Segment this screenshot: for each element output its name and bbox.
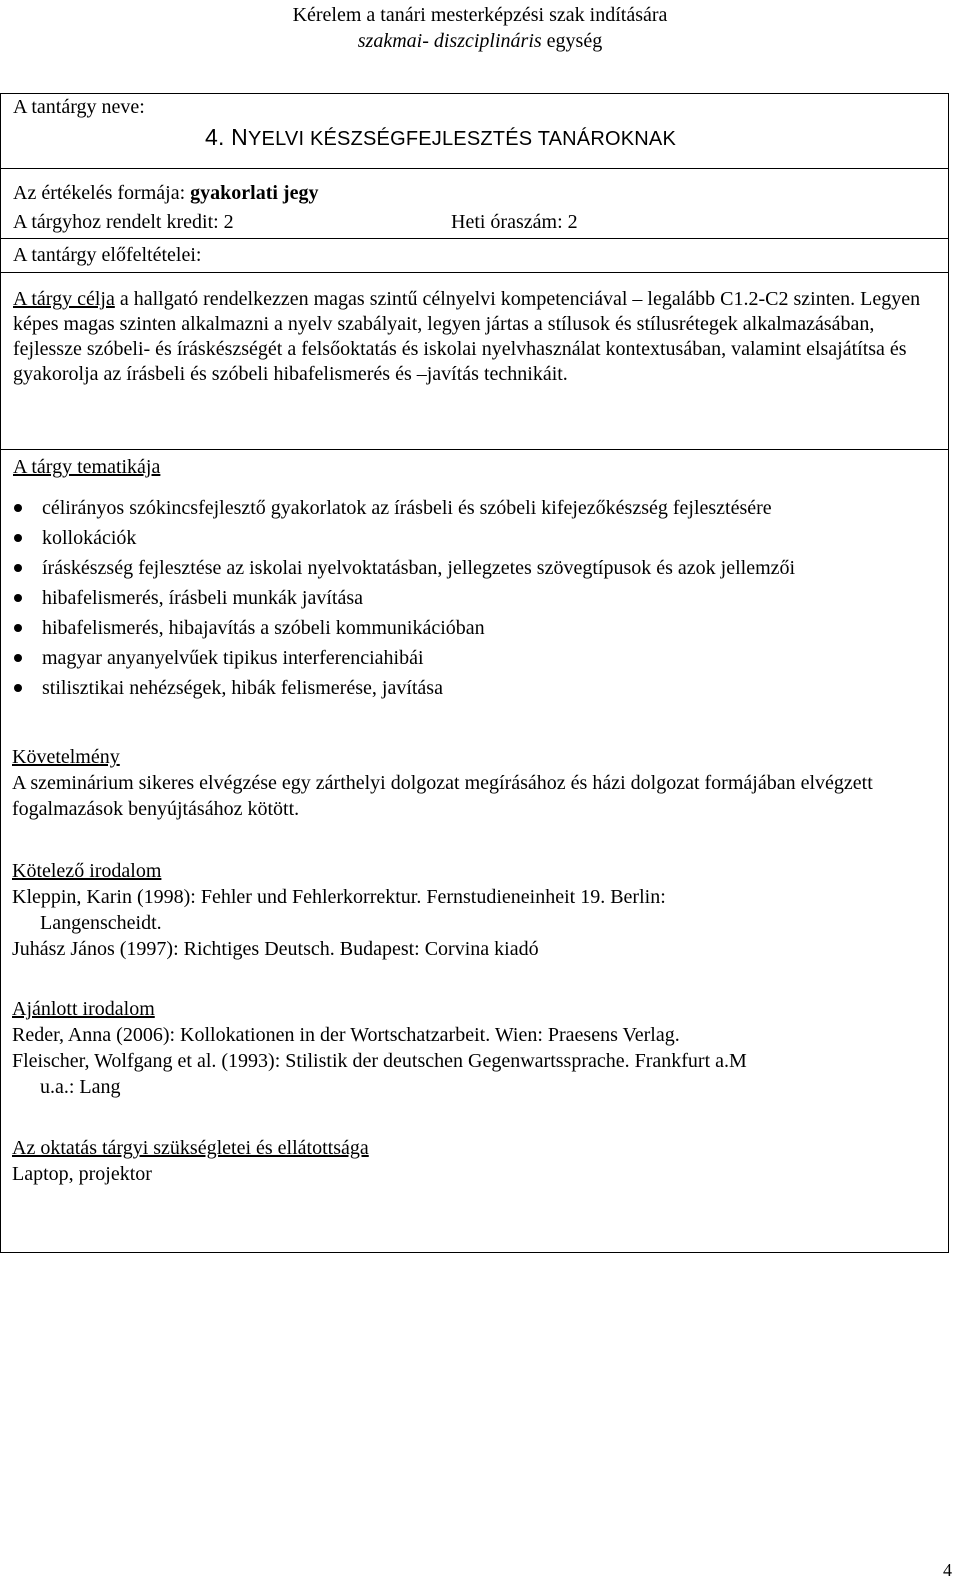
list-item: hibafelismerés, írásbeli munkák javítása [12,585,937,611]
list-item: kollokációk [12,525,937,551]
table-divider [1,449,948,450]
requirement-text: A szeminárium sikeres elvégzése egy zárthelyi dolgozat megírásához és házi dolgozat formájában elvégzett fogalmazások benyújtásához kötött. [12,772,873,820]
topics-heading: A tárgy tematikája [13,456,161,478]
document-header-title: Kérelem a tanári mesterképzési szak indítására [292,4,668,26]
weekly-hours: Heti óraszám: 2 [451,211,578,233]
page-number: 4 [943,1560,952,1580]
table-divider [1,272,948,273]
course-goal [13,287,938,387]
requirement-heading: Követelmény [12,746,120,768]
prerequisites-label: A tantárgy előfeltételei: [13,244,202,266]
mandatory-literature-item: Kleppin, Karin (1998): Fehler und Fehlerkorrektur. Fernstudieneinheit 19. Berlin: Langenscheidt. [12,886,666,934]
recommended-literature-item: Fleischer, Wolfgang et al. (1993): Stilistik der deutschen Gegenwartssprache. Frankfurt a.M u.a.: Lang [12,1050,747,1098]
table-divider [1,238,948,239]
recommended-literature-item: Reder, Anna (2006): Kollokationen in der Wortschatzarbeit. Wien: Praesens Verlag. [12,1024,680,1046]
topics-list [12,495,937,705]
list-item: magyar anyanyelvűek tipikus interferenciahibái [12,645,937,671]
list-item: célirányos szókincsfejlesztő gyakorlatok az írásbeli és szóbeli kifejezőkészség fejlesztésére [12,495,937,521]
evaluation-form: Az értékelés formája: gyakorlati jegy [13,182,319,204]
header-subtitle-rest: egység [541,30,603,52]
credit-line: A tárgyhoz rendelt kredit: 2 [13,211,234,233]
equipment-heading: Az oktatás tárgyi szükségletei és ellátottsága [12,1137,369,1159]
mandatory-literature-section [12,858,937,962]
requirement-section [12,744,937,822]
list-item: stilisztikai nehézségek, hibák felismerése, javítása [12,675,937,701]
list-item: íráskészség fejlesztése az iskolai nyelvoktatásban, jellegzetes szövegtípusok és azok jellemzői [12,555,937,581]
mandatory-literature-heading: Kötelező irodalom [12,860,162,882]
course-goal-text: a hallgató rendelkezzen magas szintű célnyelvi kompetenciával – legalább C1.2-C2 szinten. Legyen képes magas szinten alkalmazni a nyelv szabályait, legyen jártas a stílusok és stílusrétegek alkalmazásában, fejlessze szóbeli- és íráskészségét a felsőoktatás és iskolai nyelvhasználat kontextusában, valamint elsajátítsa és gyakorolja az írásbeli és szóbeli hibafelismerés és –javítás technikáit. [13,288,921,385]
recommended-literature-section [12,996,937,1100]
equipment-section [12,1135,937,1187]
subject-name-label: A tantárgy neve: [13,96,145,118]
course-goal-label: A tárgy célja [13,288,115,310]
list-item: hibafelismerés, hibajavítás a szóbeli kommunikációban [12,615,937,641]
document-header-subtitle [0,30,960,53]
recommended-literature-heading: Ajánlott irodalom [12,998,155,1020]
mandatory-literature-item: Juhász János (1997): Richtiges Deutsch. Budapest: Corvina kiadó [12,938,539,960]
table-divider [1,168,948,169]
header-subtitle-italic: szakmai- diszciplináris [357,30,542,52]
subject-title: 4. NYELVI KÉSZSÉGFEJLESZTÉS TANÁROKNAK [205,124,677,150]
equipment-text: Laptop, projektor [12,1163,152,1185]
